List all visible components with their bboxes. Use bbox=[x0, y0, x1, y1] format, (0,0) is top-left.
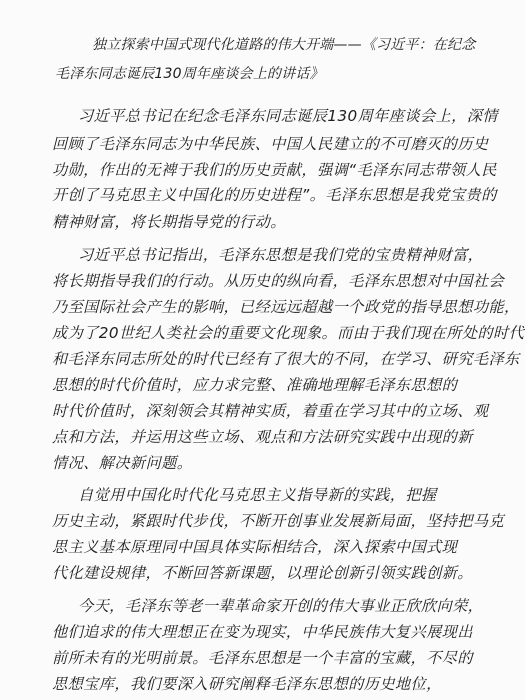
document-title-line-2: 毛泽东同志诞辰130周年座谈会上的讲话》 bbox=[55, 66, 324, 82]
paragraph-line: 自觉用中国化时代化马克思主义指导新的实践，把握 bbox=[78, 486, 437, 504]
paragraph-line: 将长期指导我们的行动。从历史的纵向看，毛泽东思想对中国社会 bbox=[52, 272, 505, 290]
paragraph-line: 情况、解决新问题。 bbox=[52, 454, 193, 472]
paragraph-line: 乃至国际社会产生的影响，已经远远超越一个政党的指导思想功能， bbox=[52, 298, 520, 316]
paragraph-line: 思主义基本原理同中国具体实际相结合，深入探索中国式现 bbox=[52, 538, 458, 556]
paragraph-line: 成为了20世纪人类社会的重要文化现象。而由于我们现在所处的时代 bbox=[52, 324, 525, 342]
paragraph-line: 思想的时代价值时，应力求完整、准确地理解毛泽东思想的 bbox=[52, 376, 458, 394]
paragraph-line: 点和方法，并运用这些立场、观点和方法研究实践中出现的新 bbox=[52, 428, 473, 446]
paragraph-line: 习近平总书记指出，毛泽东思想是我们党的宝贵精神财富， bbox=[78, 246, 484, 264]
paragraph-line: 代化建设规律，不断回答新课题，以理论创新引领实践创新。 bbox=[52, 564, 473, 582]
paragraph-line: 开创了马克思主义中国化的历史进程”。毛泽东思想是我党宝贵的 bbox=[52, 186, 497, 204]
paragraph-line: 回顾了毛泽东同志为中华民族、中国人民建立的不可磨灭的历史 bbox=[52, 135, 489, 153]
paragraph-line: 功勋，作出的无裨于我们的历史贡献，强调“毛泽东同志带领人民 bbox=[52, 161, 497, 179]
paragraph-line: 精神财富，将长期指导党的行动。 bbox=[52, 213, 286, 231]
paragraph-line: 时代价值时，深刻领会其精神实质，着重在学习其中的立场、观 bbox=[52, 402, 489, 420]
paragraph-line: 前所未有的光明前景。毛泽东思想是一个丰富的宝藏，不尽的 bbox=[52, 649, 473, 667]
paragraph-line: 和毛泽东同志所处的时代已经有了很大的不同，在学习、研究毛泽东 bbox=[52, 350, 520, 368]
paragraph-line: 今天，毛泽东等老一辈革命家开创的伟大事业正欣欣向荣， bbox=[78, 597, 484, 615]
paragraph-line: 思想宝库，我们要深入研究阐释毛泽东思想的历史地位， bbox=[52, 675, 442, 693]
document-title-line-1: 独立探索中国式现代化道路的伟大开端——《习近平：在纪念 bbox=[92, 37, 476, 53]
paragraph-line: 习近平总书记在纪念毛泽东同志诞辰130周年座谈会上，深情 bbox=[78, 107, 498, 125]
paragraph-line: 历史主动，紧跟时代步伐，不断开创事业发展新局面，坚持把马克 bbox=[52, 512, 505, 530]
paragraph-line: 他们追求的伟大理想正在变为现实，中华民族伟大复兴展现出 bbox=[52, 623, 473, 641]
